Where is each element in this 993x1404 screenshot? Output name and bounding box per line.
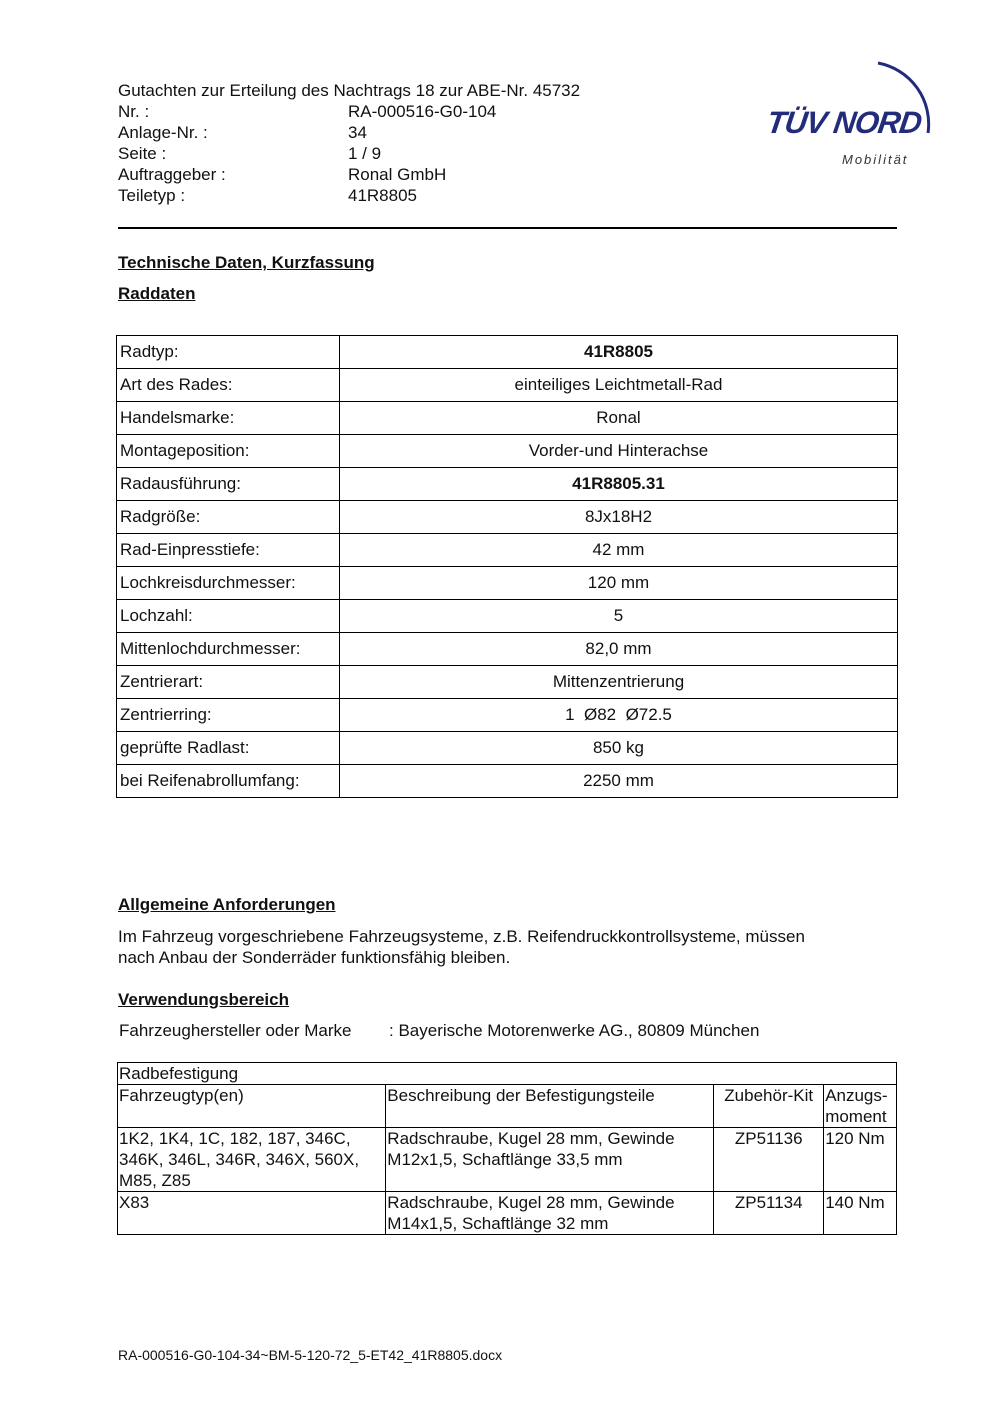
description-line: Radschraube, Kugel 28 mm, Gewinde — [387, 1193, 675, 1212]
table-row — [117, 633, 898, 666]
header-value: 41R8805 — [348, 186, 418, 205]
header-label: Nr. : — [118, 102, 150, 121]
logo-subtitle: Mobilität — [842, 152, 909, 167]
row-value: Mittenzentrierung — [340, 666, 898, 699]
table-row — [117, 468, 898, 501]
report-title: Gutachten zur Erteilung des Nachtrags 18 zur ABE-Nr. 45732 — [118, 81, 581, 100]
header-divider — [118, 227, 897, 229]
row-value: 850 kg — [340, 732, 898, 765]
table-row — [117, 666, 898, 699]
description-line: Radschraube, Kugel 28 mm, Gewinde — [387, 1129, 675, 1148]
row-label: Lochkreisdurchmesser: — [117, 567, 340, 600]
manufacturer-label: Fahrzeughersteller oder Marke — [119, 1021, 352, 1040]
section-title: Technische Daten, Kurzfassung — [118, 253, 375, 272]
row-value: 1 Ø82 Ø72.5 — [340, 699, 898, 732]
header-value: 34 — [348, 123, 367, 142]
row-value: 8Jx18H2 — [340, 501, 898, 534]
header-value: 1 / 9 — [348, 144, 382, 163]
row-label: Handelsmarke: — [117, 402, 340, 435]
header-field-page — [118, 143, 580, 164]
vehicle-types-line: 1K2, 1K4, 1C, 182, 187, 346C, — [119, 1129, 351, 1148]
table-header-row — [118, 1085, 897, 1128]
row-label: Art des Rades: — [117, 369, 340, 402]
row-value: 2250 mm — [340, 765, 898, 798]
header-field-number — [118, 101, 580, 122]
table-row — [117, 732, 898, 765]
raddaten-title: Raddaten — [118, 284, 196, 303]
header-field-part-type — [118, 185, 580, 206]
header-label: Anlage-Nr. : — [118, 123, 208, 142]
table-row — [117, 501, 898, 534]
row-value: 120 mm — [340, 567, 898, 600]
vehicle-types-line: 346K, 346L, 346R, 346X, 560X, — [119, 1150, 360, 1169]
row-label: Mittenlochdurchmesser: — [117, 633, 340, 666]
header-value: RA-000516-G0-104 — [348, 102, 497, 121]
fastening-title: Radbefestigung — [118, 1063, 897, 1085]
row-value: 42 mm — [340, 534, 898, 567]
fastening-table — [117, 1062, 897, 1235]
table-row — [117, 765, 898, 798]
row-label: Radausführung: — [117, 468, 340, 501]
row-value: Vorder-und Hinterachse — [340, 435, 898, 468]
table-row — [117, 600, 898, 633]
row-label: bei Reifenabrollumfang: — [117, 765, 340, 798]
row-value: 41R8805.31 — [340, 468, 898, 501]
row-value: einteiliges Leichtmetall-Rad — [340, 369, 898, 402]
row-label: geprüfte Radlast: — [117, 732, 340, 765]
row-label: Montageposition: — [117, 435, 340, 468]
general-line: Im Fahrzeug vorgeschriebene Fahrzeugsysteme, z.B. Reifendruckkontrollsysteme, müssen — [118, 927, 805, 946]
torque-cell: 120 Nm — [824, 1128, 897, 1192]
description-line: M14x1,5, Schaftlänge 32 mm — [387, 1214, 609, 1233]
table-row — [118, 1192, 897, 1235]
general-requirements-text — [118, 926, 805, 968]
row-label: Lochzahl: — [117, 600, 340, 633]
header-value: Ronal GmbH — [348, 165, 447, 184]
table-row — [117, 435, 898, 468]
kit-cell: ZP51136 — [714, 1128, 824, 1192]
row-value: 41R8805 — [340, 336, 898, 369]
table-title-row — [118, 1063, 897, 1085]
description-cell — [386, 1192, 714, 1235]
torque-cell: 140 Nm — [824, 1192, 897, 1235]
header-label: Seite : — [118, 144, 167, 163]
row-label: Radtyp: — [117, 336, 340, 369]
header-torque — [824, 1085, 897, 1128]
row-value: 5 — [340, 600, 898, 633]
general-line: nach Anbau der Sonderräder funktionsfähig bleiben. — [118, 948, 511, 967]
row-value: Ronal — [340, 402, 898, 435]
usage-title: Verwendungsbereich — [118, 990, 289, 1009]
row-label: Radgröße: — [117, 501, 340, 534]
description-cell — [386, 1128, 714, 1192]
header-torque-line: Anzugs- — [825, 1086, 888, 1105]
header-label: Teiletyp : — [118, 186, 186, 205]
logo-brand: TÜV NORD — [764, 105, 924, 140]
header-vehicle-types: Fahrzeugtyp(en) — [118, 1085, 386, 1128]
header-field-annex — [118, 122, 580, 143]
kit-cell: ZP51134 — [714, 1192, 824, 1235]
header-torque-line: moment — [825, 1107, 887, 1126]
table-row — [117, 534, 898, 567]
table-row — [117, 402, 898, 435]
header-description: Beschreibung der Befestigungsteile — [386, 1085, 714, 1128]
wheel-data-table — [116, 335, 898, 798]
row-value: 82,0 mm — [340, 633, 898, 666]
description-line: M12x1,5, Schaftlänge 33,5 mm — [387, 1150, 623, 1169]
header-label: Auftraggeber : — [118, 165, 226, 184]
table-row — [117, 567, 898, 600]
row-label: Zentrierart: — [117, 666, 340, 699]
row-label: Zentrierring: — [117, 699, 340, 732]
report-header — [118, 80, 580, 206]
vehicle-types-cell: X83 — [118, 1192, 386, 1235]
footer-filename: RA-000516-G0-104-34~BM-5-120-72_5-ET42_41R8805.docx — [118, 1347, 503, 1363]
general-requirements-title: Allgemeine Anforderungen — [118, 895, 336, 914]
header-field-client — [118, 164, 580, 185]
manufacturer-value: : Bayerische Motorenwerke AG., 80809 München — [389, 1021, 760, 1040]
vehicle-types-cell — [118, 1128, 386, 1192]
table-row — [117, 699, 898, 732]
row-label: Rad-Einpresstiefe: — [117, 534, 340, 567]
tuev-nord-logo — [760, 55, 945, 175]
vehicle-types-line: M85, Z85 — [119, 1171, 191, 1190]
header-kit: Zubehör-Kit — [714, 1085, 824, 1128]
table-row — [117, 369, 898, 402]
table-row — [117, 336, 898, 369]
table-row — [118, 1128, 897, 1192]
